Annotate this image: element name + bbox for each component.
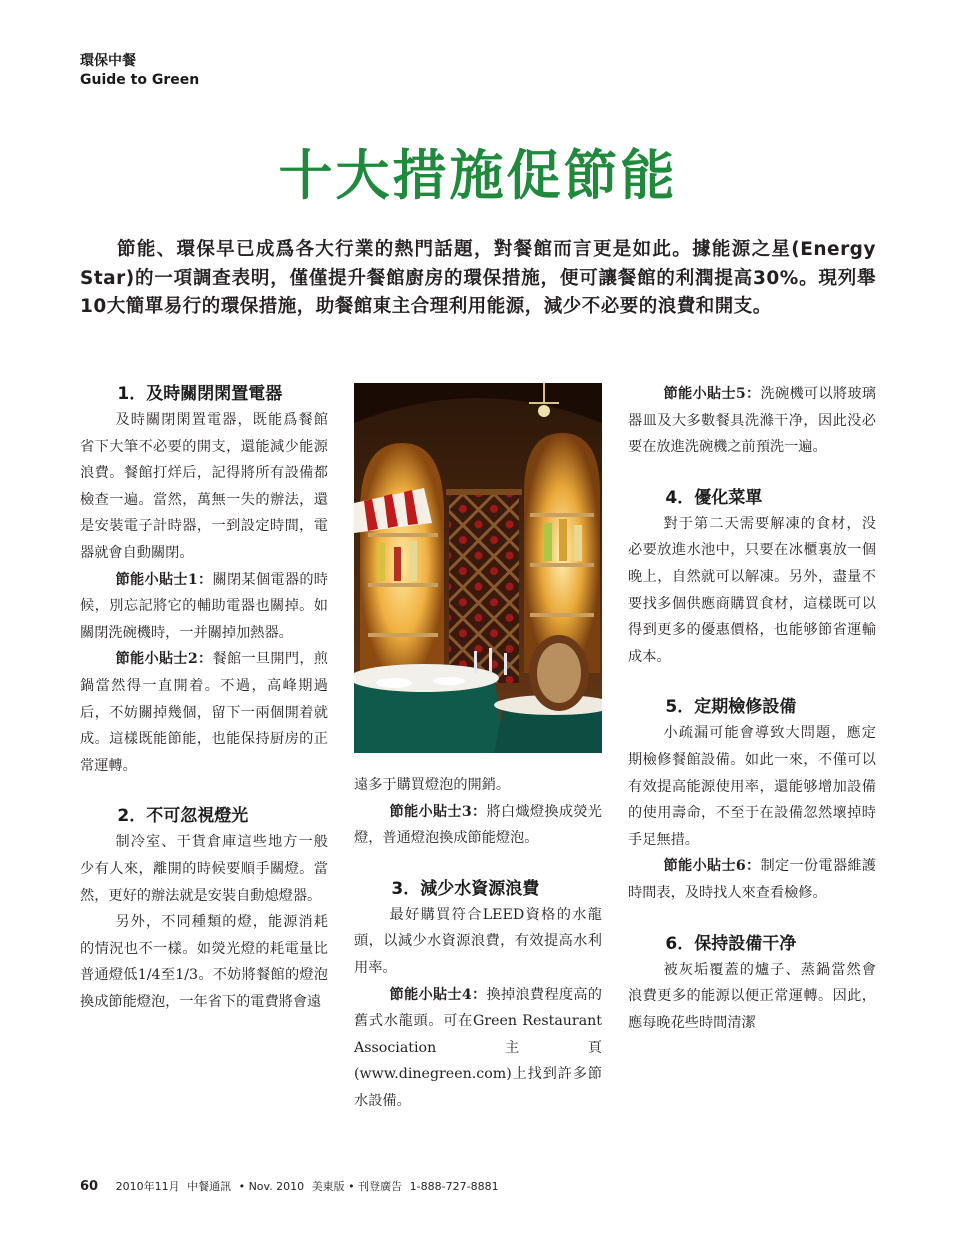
spacer [354, 852, 602, 876]
spacer [628, 461, 876, 485]
tip-2-text: 餐館一旦開門，煎鍋當然得一直開着。不過，高峰期過后，不妨關掉幾個，留下一兩個開着就成。這樣既能節能，也能保持厨房的正常運轉。 [80, 651, 328, 774]
restaurant-interior-illustration [354, 383, 602, 753]
tip-3-text: 將白熾燈換成熒光燈，普通燈泡換成節能燈泡。 [354, 803, 602, 847]
section-2-heading: 2．不可忽視燈光 [117, 806, 249, 827]
section-4-paragraph: 對于第二天需要解凍的食材，没必要放進水池中，只要在冰櫃裏放一個晚上，自然就可以解凍。另外，盡量不要找多個供應商購買食材，這樣既可以得到更多的優惠價格，也能够節省運輸成本。 [628, 515, 876, 665]
footer-publication: 中餐通訊 [187, 1180, 232, 1193]
restaurant-photo [354, 383, 602, 753]
tip-3 [354, 799, 602, 852]
tip-3-label: 節能小貼士3： [389, 803, 487, 820]
footer-edition: 美東版 • 刊登廣告 [311, 1180, 403, 1193]
spacer [628, 907, 876, 931]
footer-date-zh: 2010年11月 [115, 1180, 180, 1193]
section-3-heading: 3．減少水資源浪費 [391, 878, 540, 899]
tip-5-text: 洗碗機可以將玻璃器皿及大多數餐具洗滌干净，因此没必要在放進洗碗機之前預洗一遍。 [628, 386, 876, 456]
section-6-paragraph: 被灰垢覆蓋的爐子、蒸鍋當然會浪費更多的能源以便正常運轉。因此，應每晚花些時間清潔 [628, 961, 876, 1031]
tip-1-label: 節能小貼士1： [115, 571, 213, 588]
tip-2-label: 節能小貼士2： [115, 651, 213, 668]
spacer [628, 670, 876, 694]
tip-1 [80, 567, 328, 647]
page-number: 60 [80, 1179, 99, 1194]
section-name-en: Guide to Green [80, 72, 200, 88]
section-4-heading: 4．優化菜單 [665, 487, 763, 508]
spacer [80, 779, 328, 803]
tip-4 [354, 982, 602, 1115]
tip-5 [628, 381, 876, 461]
tip-4-label: 節能小貼士4： [389, 986, 487, 1003]
article-title: 十大措施促節能 [278, 143, 678, 207]
section-name-zh: 環保中餐 [80, 53, 136, 69]
section-3-paragraph: 最好購買符合LEED資格的水龍頭，以減少水資源浪費，有效提高水利用率。 [354, 906, 602, 976]
section-2-continued: 遠多于購買燈泡的開銷。 [354, 777, 511, 793]
tip-5-label: 節能小貼士5： [663, 386, 761, 402]
page-footer [80, 1179, 503, 1195]
column-2 [354, 772, 602, 1115]
column-1 [80, 381, 328, 1015]
tip-6-label: 節能小貼士6： [663, 858, 761, 875]
tip-2 [80, 646, 328, 779]
section-2-paragraph-2: 另外，不同種類的燈，能源消耗的情況也不一樣。如熒光燈的耗電量比普通燈低1/4至1/3。不妨將餐館的燈泡換成節能燈泡，一年省下的電費將會遠 [80, 914, 328, 1010]
section-5-heading: 5．定期檢修設備 [665, 697, 797, 718]
section-1-paragraph: 及時關閉閑置電器，既能爲餐館省下大筆不必要的開支，還能減少能源浪費。餐館打烊后，記得將所有設備都檢查一遍。當然，萬無一失的辦法，還是安裝電子計時器，一到設定時間，電器就會自動關閉。 [80, 412, 328, 561]
tip-4-text: 換掉浪費程度高的舊式水龍頭。可在Green Restaurant Association主頁(www.dinegreen.com)上找到許多節水設備。 [354, 986, 602, 1109]
section-1-heading: 1．及時關閉閑置電器 [117, 384, 283, 404]
footer-date-en: • Nov. 2010 [238, 1180, 305, 1193]
tip-6-text: 制定一份電器維護時間表，及時找人來查看檢修。 [628, 858, 876, 901]
tip-1-text: 關閉某個電器的時候，別忘記將它的輔助電器也關掉。如關閉洗碗機時，一并關掉加熱器。 [80, 571, 328, 641]
section-6-heading: 6．保持設備干净 [665, 933, 797, 954]
section-2-paragraph-1: 制冷室、干貨倉庫這些地方一般少有人來，離開的時候要順手關燈。當然，更好的辦法就是安裝自動熄燈器。 [80, 834, 328, 904]
section-5-paragraph: 小疏漏可能會導致大問題，應定期檢修餐館設備。如此一來，不僅可以有效提高能源使用率，還能够增加設備的使用壽命，不至于在設備忽然壞掉時手足無措。 [628, 725, 876, 848]
column-3 [628, 381, 876, 1036]
footer-phone: 1-888-727-8881 [409, 1180, 499, 1193]
tip-6 [628, 853, 876, 906]
article-intro: 節能、環保早已成爲各大行業的熱門話題，對餐館而言更是如此。據能源之星(Energy Star)的一項調查表明，僅僅提升餐館廚房的環保措施，便可讓餐館的利潤提高30%。現列舉10大簡單易行的環保措施，助餐館東主合理利用能源，減少不必要的浪費和開支。 [80, 239, 876, 317]
section-tag [80, 52, 199, 90]
